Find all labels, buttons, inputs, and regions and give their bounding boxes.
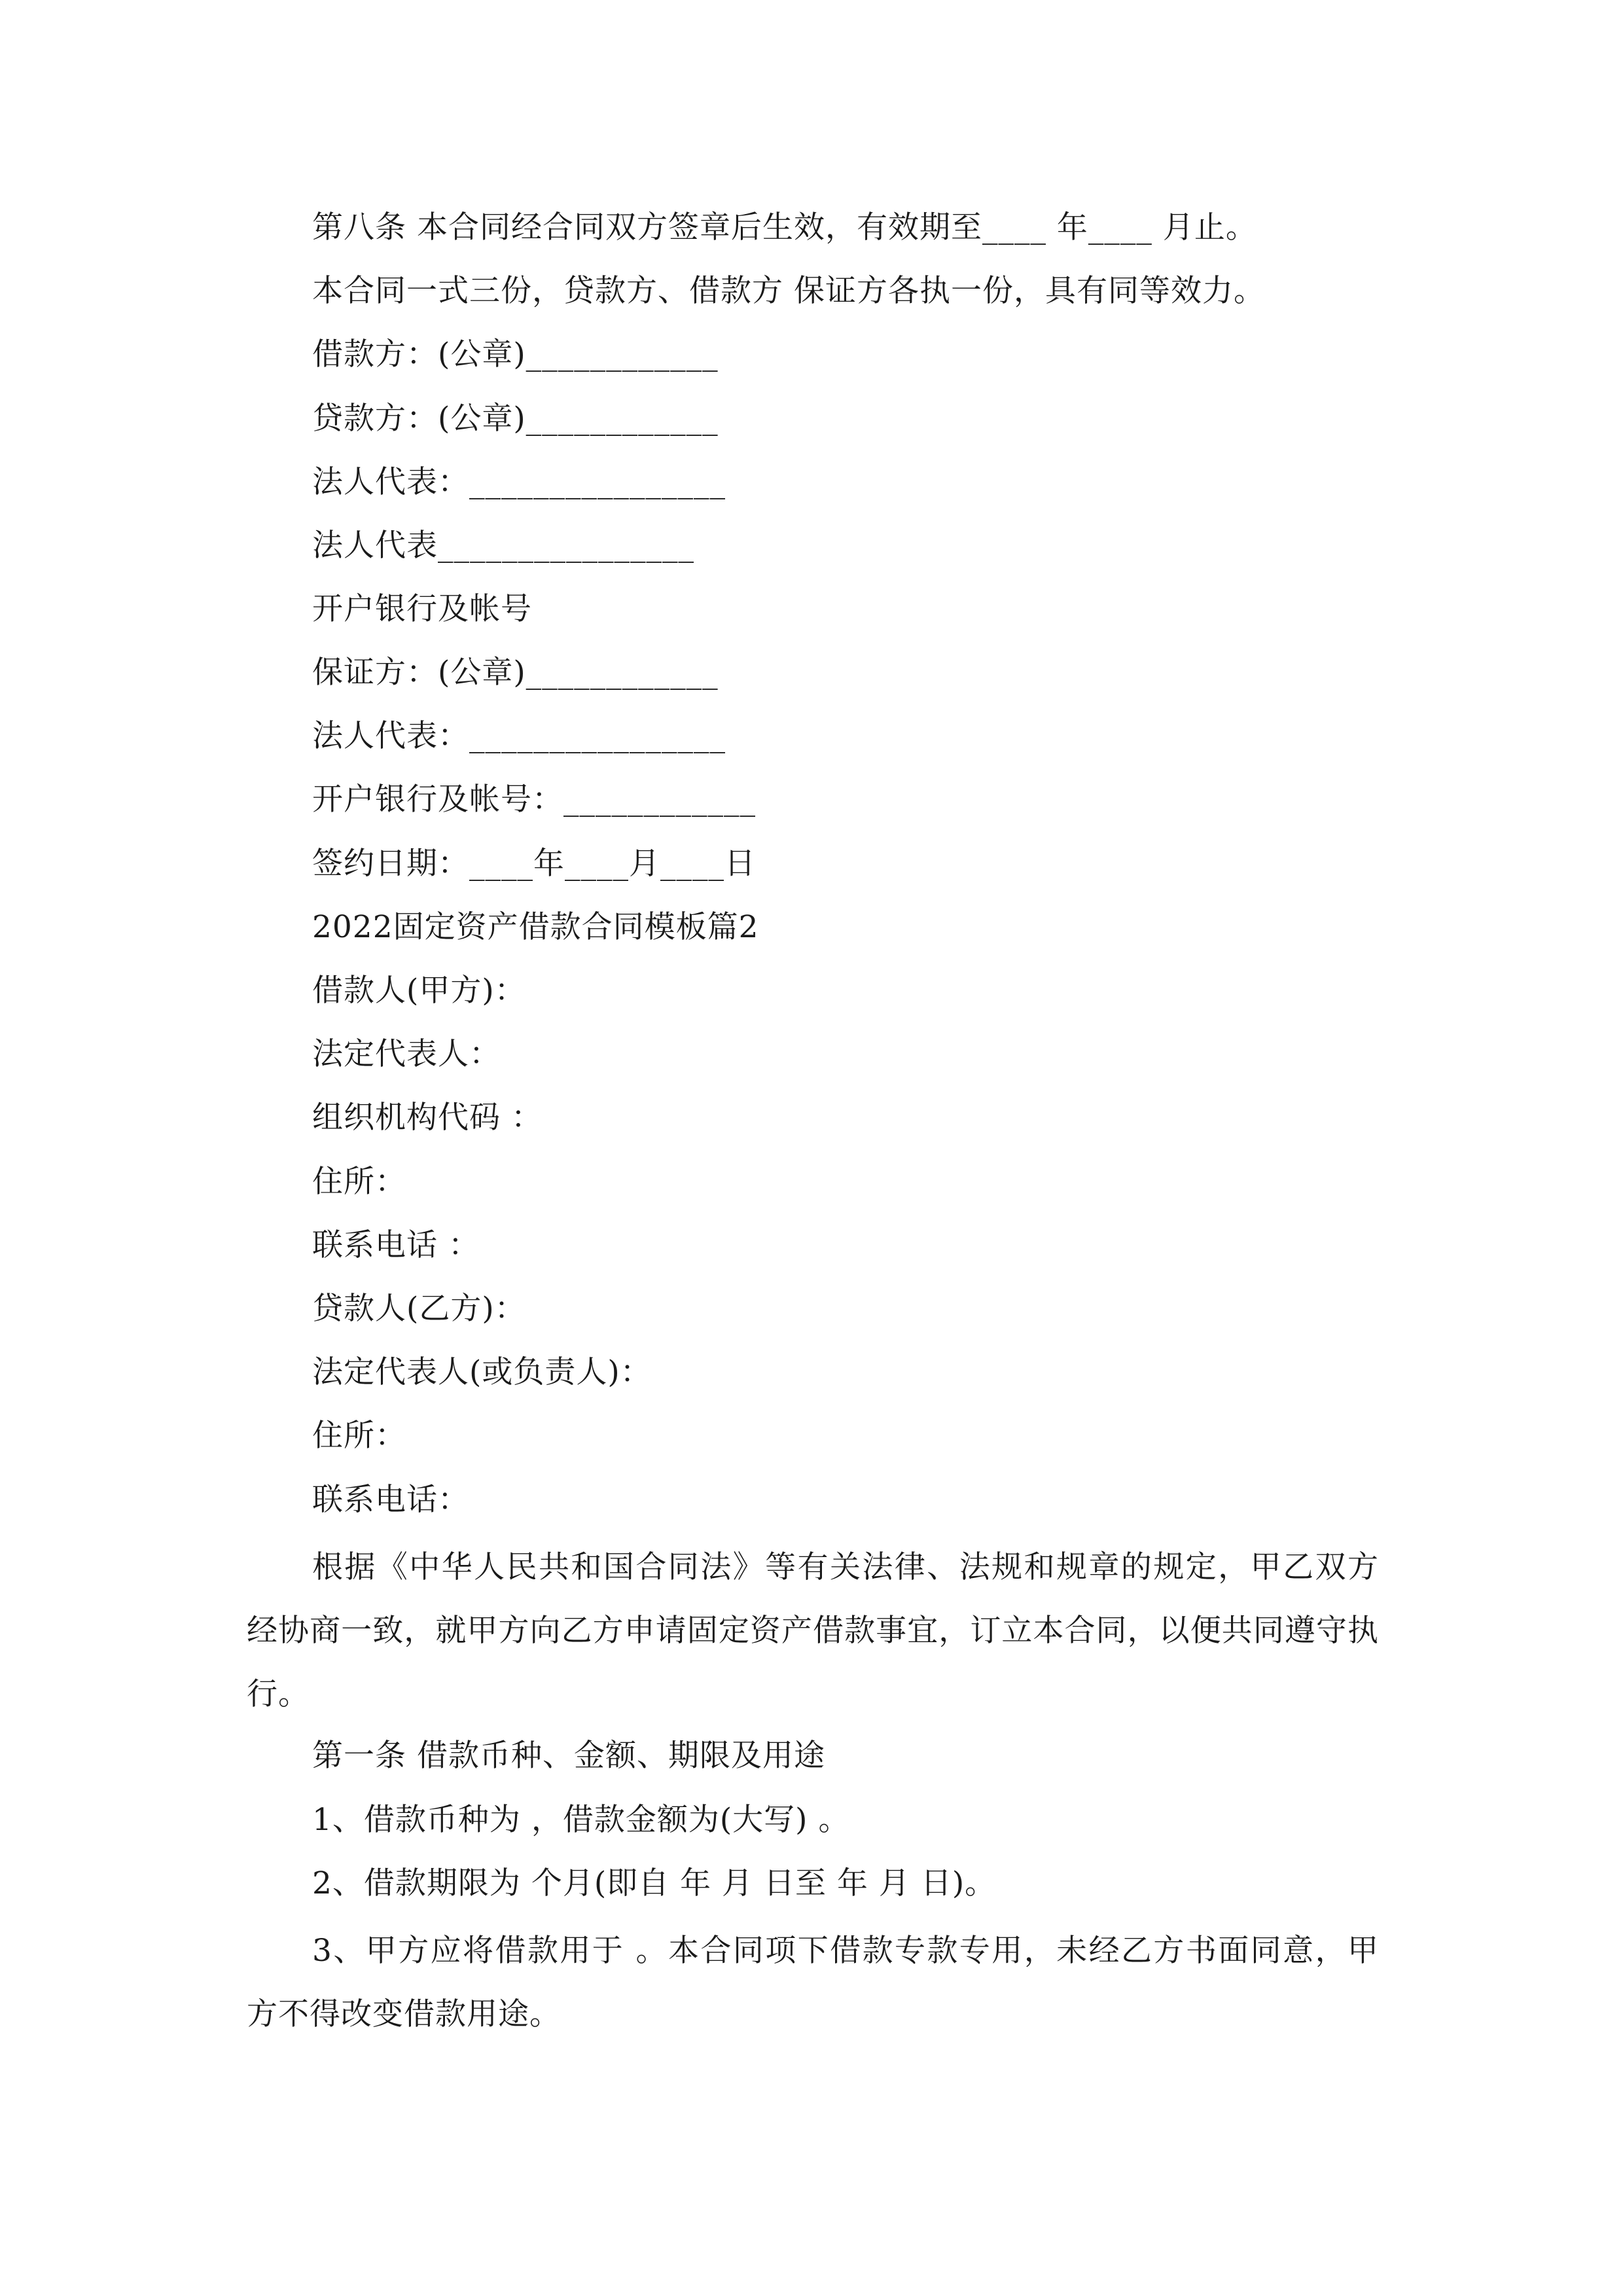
borrower-party-line: 借款人(甲方)： — [312, 973, 526, 1009]
article-1-item-2: 2、借款期限为 个月(即自 年 月 日至 年 月 日)。 — [312, 1865, 997, 1901]
article-8-line: 第八条 本合同经合同双方签章后生效，有效期至____ 年____ 月止。 — [312, 209, 1257, 245]
copies-line: 本合同一式三份，贷款方、借款方 保证方各执一份，具有同等效力。 — [312, 273, 1265, 309]
legal-representative-line: 法定代表人： — [312, 1036, 501, 1072]
bank-account-line: 开户银行及帐号：____________ — [312, 781, 756, 817]
legal-representative-line: 法定代表人(或负责人)： — [312, 1354, 652, 1390]
section-heading: 2022固定资产借款合同模板篇2 — [312, 909, 759, 945]
borrower-seal-line: 借款方：(公章)____________ — [312, 336, 719, 372]
phone-line: 联系电话 ： — [312, 1227, 480, 1263]
article-1-item-1: 1、借款币种为 ，借款金额为(大写) 。 — [312, 1802, 850, 1838]
bank-account-line: 开户银行及帐号 — [312, 591, 532, 627]
guarantor-seal-line: 保证方：(公章)____________ — [312, 655, 719, 691]
article-1-item-3: 3、甲方应将借款用于 。本合同项下借款专款专用，未经乙方书面同意，甲方不得改变借款用途。 — [247, 1933, 1379, 2032]
org-code-line: 组织机构代码 ： — [312, 1100, 543, 1136]
address-line: 住所： — [312, 1164, 406, 1200]
signing-date-line: 签约日期：____年____月____日 — [312, 846, 756, 882]
legal-rep-line: 法人代表：________________ — [312, 464, 726, 500]
article-1-title: 第一条 借款币种、金额、期限及用途 — [312, 1738, 825, 1774]
address-line: 住所： — [312, 1418, 406, 1454]
lender-party-line: 贷款人(乙方)： — [312, 1291, 526, 1327]
intro-paragraph: 根据《中华人民共和国合同法》等有关法律、法规和规章的规定，甲乙双方经协商一致，就甲方向乙方申请固定资产借款事宜，订立本合同，以便共同遵守执行。 — [247, 1549, 1379, 1712]
legal-rep-line: 法人代表：________________ — [312, 718, 726, 754]
lender-seal-line: 贷款方：(公章)____________ — [312, 401, 719, 437]
phone-line: 联系电话： — [312, 1482, 469, 1518]
legal-rep-line: 法人代表________________ — [312, 528, 694, 564]
